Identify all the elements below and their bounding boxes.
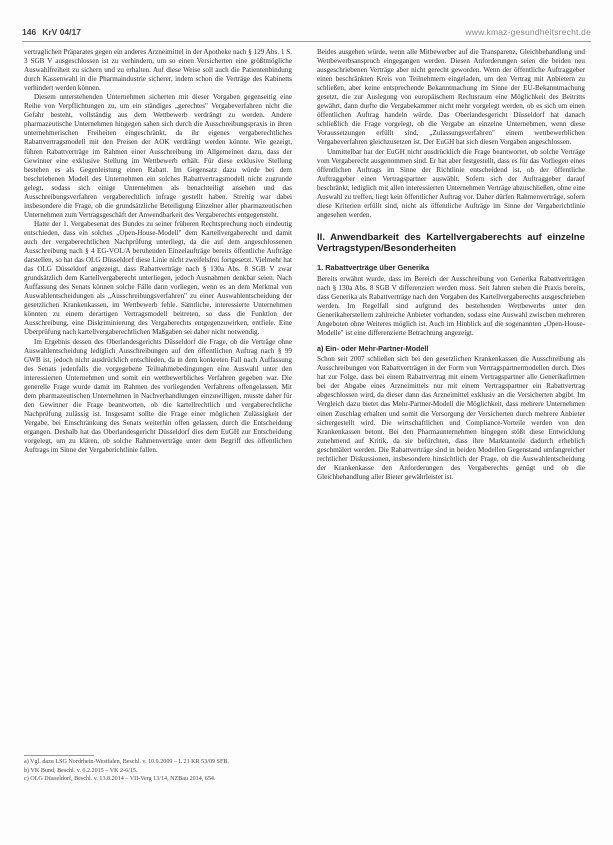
paragraph: vertraglichen Präparates gegen ein anderes Arzneimittel in der Apotheke nach § 129 Abs. 1 S. 3 SGB V ausgeschlossen ist zu verhindern, um so einen Versicherten eine größtmögliche Auswahlfreiheit zu sichern und zu erhalten. Auf diese Weise soll auch die Patientenbindung durch Kassenwahl in die Pharmaindustrie sicherer, indem schon die Verträge des Kabinetts verhindert werden können. bbox=[24, 48, 292, 93]
journal-issue: KrV 04/17 bbox=[42, 27, 81, 37]
footnote: b) VK Bund, Beschl. v. 6.2.2015 – VK 2-6/15. bbox=[24, 767, 138, 774]
footnote: c) OLG Düsseldorf, Beschl. v. 13.8.2014 – VII-Verg 13/14, NZBau 2014, 654. bbox=[24, 776, 216, 783]
footnote-divider bbox=[24, 755, 94, 756]
paragraph: Beides ausgehen würde, wenn alle Mitbewerber auf die Transparenz, Gleichbehandlung und Wettbewerbsanspruch eingegangen werden. Diesen Anforderungen seien die beiden neu ausgeschriebenen Verträge aber nicht gerecht geworden. Wenn der öffentliche Auftraggeber einen beschränkten Kreis von Teilnehmern eingeladen, um den Vertrag mit Anbietern zu schließen, aber keine entsprechende Bekanntmachung im Sinne der EU-Bekanntmachung gesetzt, die zur Auslegung von europäischem Rechtsraum eine Möglichkeit des Beitritts gewährt, dann durfte die Vergabekammer nicht mehr vorgelegt werden, ob es sich um einen öffentlichen Auftrag handeln würde. Das Oberlandesgericht Düsseldorf hat danach schließlich die Frage vorgelegt, ob die Vergabe an einzelne Unternehmen, wenn diese Voraussetzungen erfüllt sind, „Zulassungsverfahren" einem wettbewerblichen Vergabeverfahren gleichzusetzen ist. Der EuGH hat sich diesen Vorgaben angeschlossen. bbox=[317, 48, 585, 147]
left-column bbox=[24, 48, 292, 748]
paragraph: Diesem unterstehenden Unternehmen sicherten mit dieser Vorgaben gegenseitig eine Reihe von Verpflichtungen zu, um ein ständiges „gerechtes" Vergabeverfahren nicht die Gefahr besteht, vollständig aus dem Wettbewerb verdrängt zu werden. Andere pharmazeutische Unternehmen hingegen sahen sich durch die Ausschreibungspraxis in ihren unternehmerischen Freiheiten eingeschränkt, da ihr eigenes vergaberechtliches Rabattvertragsmodell mit den Preisen der AOK verdrängt werden könnte. Wie gezeigt, führen Rabattverträge im Rahmen einer Ausschreibung im Allgemeinen dazu, dass der Gewinner eine exklusive Stellung im Wettbewerb erhält. Für diese exklusive Stellung bestehen es als Gegenleistung einen Rabatt. Im Gegensatz dazu würde bei dem beschriebenen Modell des Unternehmen ein solches Rabattvertragsmodell nicht zugrunde gelegt, sodass sich einige Unternehmen als benachteiligt ansehen und das Ausschreibungsverfahren vergaberechtlich infrage gestellt haben. Streitig war dabei insbesondere die Frage, ob die grundsätzliche Beteiligung Einzelner aller pharmazeutischen Unternehmen zum Vertragsgeschäft der Anwendbarkeit des Vergaberechts entgegensteht. bbox=[24, 93, 292, 219]
subsection-heading: 1. Rabattverträge über Generika bbox=[317, 262, 430, 272]
paragraph: Im Ergebnis dessen des Oberlandesgerichts Düsseldorf die Frage, ob die Verträge ohne Auswahlentscheidung lediglich Ausschreibungen auf den öffentlichen Auftrag nach § 99 GWB ist, jedoch nicht ausdrücklich entschieden, da in dem konkreten Fall nach Auffassung des Senats jedenfalls die vorgegebene Teilnahmebedingungen eine Auswahl unter den interessierten Unternehmen und somit ein wettbewerbliches Verfahren gegeben war. Die generelle Frage wurde damit im Rahmen des vorliegenden Verfahrens offengelassen. Mit dem pharmazeutischen Unternehmen in Nachverhandlungen einzuwilligen, musste daher für den Gewinner die Frage beantworten, ob die kartellrechtlich und vergaberechtliche Nachprüfung zulässig ist. Insgesamt sollte die Frage einer möglichen Zulässigkeit der Vergabe, bei Einschränkung des Senats weiterhin offen gelassen, durch die Entscheidung ergangen. Deshalb hat das Oberlandesgericht Düsseldorf dies dem EuGH zur Entscheidung vorgelegt, um zu klären, ob solche Rahmenverträge unter dem Begriff des öffentlichen Auftrags im Sinne der Vergaberichtlinie fallen. bbox=[24, 337, 292, 455]
footnote: a) Vgl. dazu LSG Nordrhein-Westfalen, Beschl. v. 10.9.2009 – L 21 KR 53/09 SFB. bbox=[24, 759, 229, 765]
subsubsection-heading: a) Ein- oder Mehr-Partner-Modell bbox=[317, 344, 429, 354]
section-heading: II. Anwendbarkeit des Kartellvergaberechts auf einzelne Vertragstypen/Besonderheiten bbox=[317, 231, 585, 255]
footnotes bbox=[24, 755, 292, 785]
paragraph: Unmittelbar hat der EuGH nicht ausdrücklich die Frage beantwortet, ob solche Verträge vom Vergaberecht ausgenommen sind. Er hat aber festgestellt, dass es für das Vorliegen eines öffentlichen Auftrags im Sinne der Richtlinie entscheidend ist, ob der öffentliche Auftraggeber einen Vertragspartner auswählt. Sofern sich der Auftraggeber darauf beschränkt, lediglich mit allen interessierten Unternehmen Verträge abzuschließen, ohne eine Auswahl zu treffen, liegt kein öffentlicher Auftrag vor. Daher dürfen Rahmenverträge, sofern diese Kriterien erfüllt sind, nicht als öffentliche Aufträge im Sinne der Vergaberichtlinie angesehen werden. bbox=[317, 147, 585, 219]
header-left bbox=[22, 27, 81, 37]
header-divider bbox=[22, 41, 591, 42]
paragraph: Bereits erwähnt wurde, dass im Bereich der Ausschreibung von Generika Rabattverträgen nach § 130a Abs. 8 SGB V differenziert werden muss. Seit Jahren stehen die Praxis bereits, dass Generika als Rabattverträge nach den Vorgaben des Kartellvergaberechts ausgeschrieben werden. Im Regelfall sind aufgrund des bestehenden Wettbewerbs unter den Generikaherstellern zahlreiche Anbieter vorhanden, sodass eine Auswahl zwischen mehreren Angeboten ohne Weiteres möglich ist. Auch im Hinblick auf die sogenannten „Open-House-Modelle" ist eine differenzierte Betrachtung angezeigt. bbox=[317, 274, 585, 338]
page-header bbox=[22, 26, 591, 38]
journal-website: www.kmaz-gesundheitsrecht.de bbox=[465, 27, 591, 37]
page-number: 146 bbox=[22, 27, 37, 37]
paragraph: Hatte der 1. Vergabesenat des Bundes zu seiner früheren Rechtsprechung noch eindeutig entschieden, dass ein solches „Open-House-Modell" dem Kartellvergaberecht und damit auch der vergaberechtlichen Nachprüfung unterliegt, da die auf dem angeschlossenen Ausschreibung nach § 4 EG-VOL/A beruhenden Einzelaufträge bereits öffentliche Aufträge darstellen, so hat das OLG Düsseldorf diese Linie nicht zweifelsfrei fortgesetzt. Vielmehr hat das OLG Düsseldorf angezeigt, dass Rabattverträge nach § 130a Abs. 8 SGB V zwar grundsätzlich dem Kartellvergaberecht unterliegen, jedoch Ausnahmen denkbar seien. Nach Auffassung des Senats können solche Fälle dann vorliegen, wenn es an dem Merkmal von Auswahlentscheidungen als „Ausschreibungsverfahren" zu einer Auswahlentscheidung der gesetzlichen Krankenkassen, im Wettbewerb fehle. Sämtliche, interessierte Unternehmen könnten zu einem derartigen Vertragsmodell beitreten, so dass die Funktion der Ausschreibung, eine Diskriminierung des Vergaberechts entgegenzuwirken, entfiele. Eine Überprüfung nach kartellvergaberechtlichen Maßgaben sei daher nicht notwendig. bbox=[24, 219, 292, 337]
right-column bbox=[317, 48, 585, 828]
paragraph: Schon seit 2007 schließen sich bei den gesetzlichen Krankenkassen die Ausschreibung als Ausschreibungen von Rabattverträgen in der Form von Vertragspartnermodellen durch. Dies hat zur Folge, dass bei einem Rabattvertrag mit einem Vertragspartner alle Generikafirmen bei der Abgabe eines Arzneimittels nur mit einem Vertragspartner ein Rabattvertrag abgeschlossen wird, da dieser dann das Arzneimittel exklusiv an die Versicherten abgibt. Im Vergleich dazu bietet das Mehr-Partner-Modell die Möglichkeit, dass mehrere Unternehmen einen Zuschlag erhalten und somit die Versorgung der Versicherten durch mehrere Anbieter sichergestellt wird. Die wirtschaftlichen und Compliance-Vorteile werden von den Krankenkassen betont. Bei den Pharmaunternehmen hingegen stößt diese Entwicklung zunehmend auf Kritik, da sie befürchten, dass ihre Marktanteile dadurch erheblich geschmälert werden. Die Rabattverträge sind in beiden Modellen Gegenstand umfangreicher rechtlicher Diskussionen, insbesondere hinsichtlich der Frage, ob die Auswahlentscheidung der Krankenkasse den Anforderungen des Vergaberechts genügt und ob die Gleichbehandlung aller Bieter gewährleistet ist. bbox=[317, 355, 585, 481]
